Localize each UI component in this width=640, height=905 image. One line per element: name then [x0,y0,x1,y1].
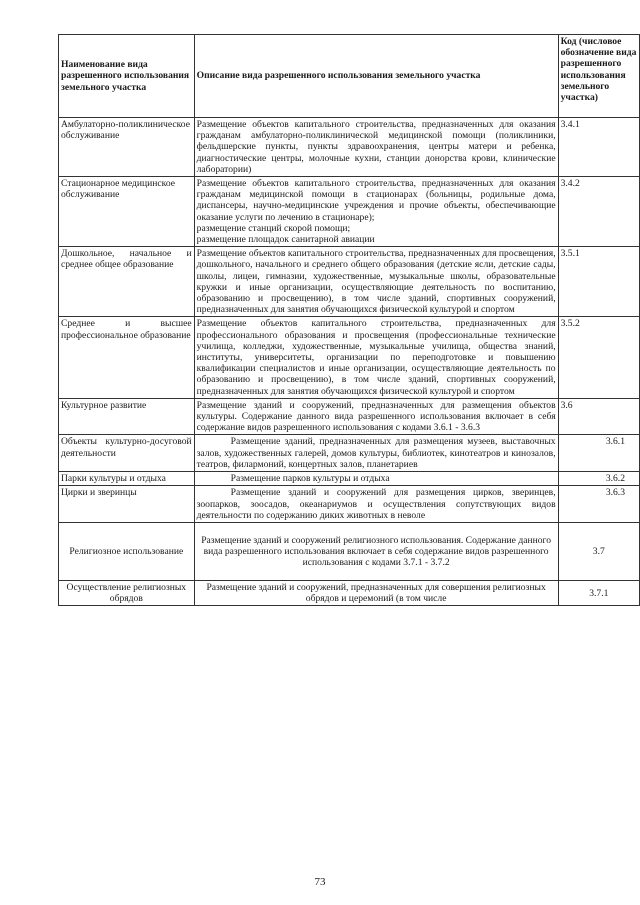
table-row [59,118,640,177]
use-code: 3.4.1 [558,118,639,177]
table-row [59,398,640,435]
use-code: 3.7 [558,522,639,580]
use-description: Размещение зданий и сооружений для размещения цирков, зверинцев, зоопарков, зоосадов, океанариумов и осуществления сопутствующих видов деятельности по содержанию диких животных в неволе [194,486,558,523]
table-row [59,486,640,523]
use-description: Размещение зданий и сооружений религиозного использования. Содержание данного вида разрешенного использования включает в себя содержание видов разрешенного использования с кодами 3.7.1 - 3.7.2 [194,522,558,580]
use-name: Объекты культурно-досуговой деятельности [59,435,195,472]
table-row [59,472,640,486]
use-name: Дошкольное, начальное и среднее общее образование [59,247,195,317]
use-name: Осуществление религиозных обрядов [59,580,195,605]
use-description-part: размещение площадок санитарной авиации [196,234,375,246]
use-name: Амбулаторно-поликлиническое обслуживание [59,118,195,177]
use-code: 3.4.2 [558,177,639,247]
use-code: 3.6 [558,398,639,435]
use-description: Размещение зданий и сооружений, предназначенных для совершения религиозных обрядов и церемоний (в том числе [194,580,558,605]
use-code: 3.6.3 [558,486,639,523]
use-code: 3.6.1 [558,435,639,472]
header-description: Описание вида разрешенного использования земельного участка [194,35,558,118]
use-name: Парки культуры и отдыха [59,472,195,486]
table-row [59,522,640,580]
table-row [59,317,640,398]
use-code: 3.5.1 [558,247,639,317]
header-code: Код (числовое обозначение вида разрешенного использования земельного участка) [558,35,639,118]
use-name: Цирки и зверинцы [59,486,195,523]
use-code: 3.7.1 [558,580,639,605]
use-description: Размещение объектов капитального строительства, предназначенных для оказания гражданам амбулаторно-поликлинической медицинской помощи (поликлиники, фельдшерские пункты, пункты здравоохранения, центры матери и ребенка, диагностические центры, молочные кухни, станции донорства крови, клинические лаборатории) [194,118,558,177]
page-number: 73 [314,876,326,888]
use-description: Размещение парков культуры и отдыха [194,472,558,486]
use-name: Стационарное медицинское обслуживание [59,177,195,247]
use-description-part: размещение станций скорой помощи; [196,222,351,234]
land-use-table [58,34,640,606]
use-code: 3.5.2 [558,317,639,398]
header-name: Наименование вида разрешенного использования земельного участка [59,35,195,118]
use-description: Размещение объектов капитального строительства, предназначенных для профессионального образования и просвещения (профессиональные технические училища, колледжи, художественные, музыкальные училища, общества знаний, институты, университеты, организации по переподготовке и повышению квалификации специалистов и иные организации, осуществляющие деятельность по образованию и просвещению), в том числе зданий, спортивных сооружений, предназначенных для занятия обучающихся физической культурой и спортом [194,317,558,398]
table-row [59,177,640,247]
use-description-part: Размещение объектов капитального строительства, предназначенных для оказания гражданам медицинской помощи в стационарах (больницы, родильные дома, диспансеры, научно-медицинские учреждения и прочие объекты, обеспечивающие оказание услуги по лечению в стационаре); [196,178,556,223]
use-description: Размещение зданий и сооружений, предназначенных для размещения объектов культуры. Содержание данного вида разрешенного использования включает в себя содержание видов разрешенного использования с кодами 3.6.1 - 3.6.3 [194,398,558,435]
use-description: Размещение зданий, предназначенных для размещения музеев, выставочных залов, художественных галерей, домов культуры, библиотек, кинотеатров и кинозалов, театров, филармоний, концертных залов, планетариев [194,435,558,472]
use-name: Среднее и высшее профессиональное образование [59,317,195,398]
table-row [59,435,640,472]
use-name: Религиозное использование [59,522,195,580]
use-description [194,177,558,247]
table-header-row [59,35,640,118]
use-description: Размещение объектов капитального строительства, предназначенных для просвещения, дошкольного, начального и среднего общего образования (детские ясли, детские сады, школы, лицеи, гимназии, художественные, музыкальные школы, образовательные кружки и иные организации, осуществляющие деятельность по воспитанию, образованию и просвещению), в том числе зданий, спортивных сооружений, предназначенных для занятия обучающихся физической культурой и спортом [194,247,558,317]
use-code: 3.6.2 [558,472,639,486]
use-name: Культурное развитие [59,398,195,435]
table-row [59,580,640,605]
table-row [59,247,640,317]
